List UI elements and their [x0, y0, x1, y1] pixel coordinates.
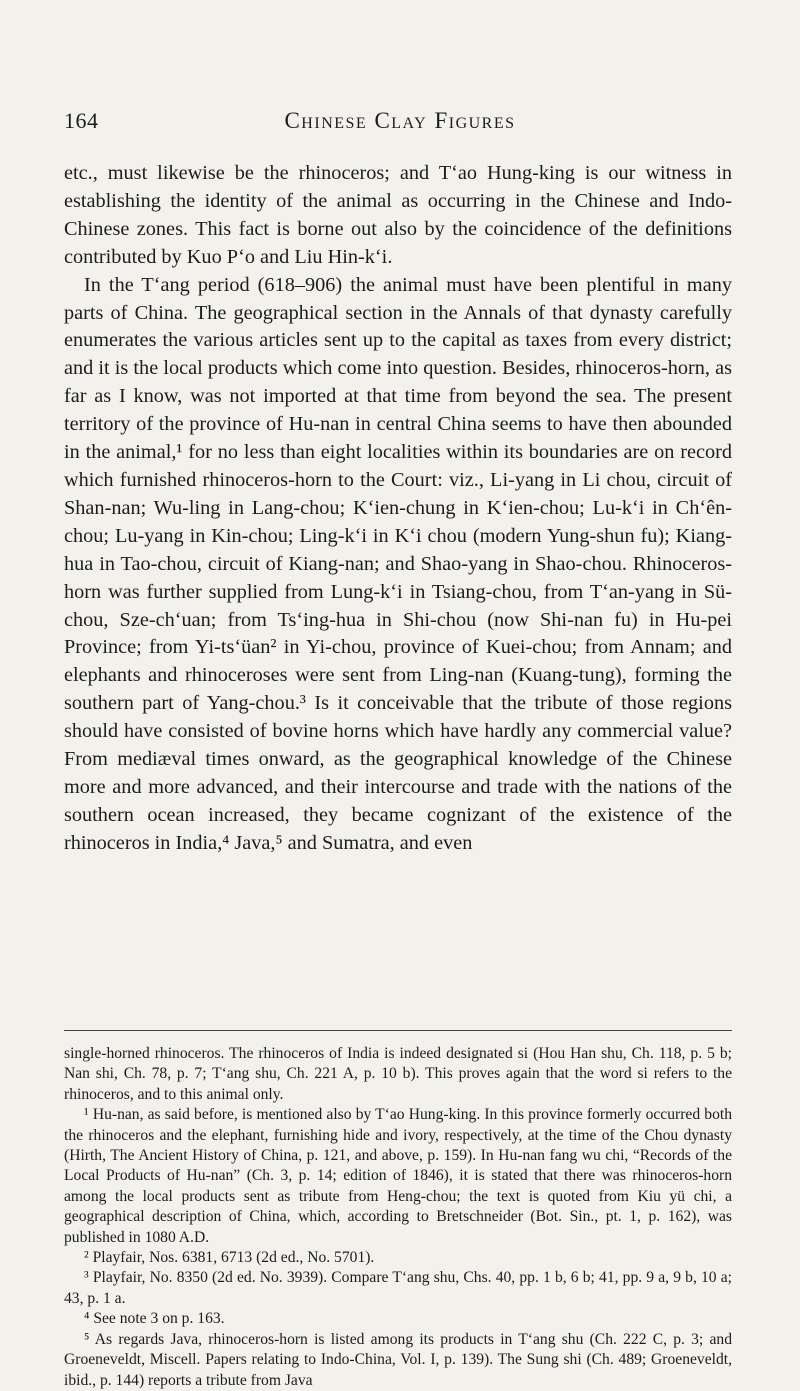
page-header	[64, 108, 736, 138]
paragraph: In the T‘ang period (618–906) the animal must have been plentiful in many parts of China. The geographical section in the Annals of that dynasty carefully enumerates the various articles sent up to the capital as taxes from every district; and it is the local products which come into question. Besides, rhinoceros-horn, as far as I know, was not imported at that time from beyond the sea. The present territory of the province of Hu-nan in central China seems to have then abounded in the animal,¹ for no less than eight localities within its boundaries are on record which furnished rhinoceros-horn to the Court: viz., Li-yang in Li chou, circuit of Shan-nan; Wu-ling in Lang-chou; K‘ien-chung in K‘ien-chou; Lu-k‘i in Ch‘ên-chou; Lu-yang in Kin-chou; Ling-k‘i in K‘i chou (modern Yung-shun fu); Kiang-hua in Tao-chou, circuit of Kiang-nan; and Shao-yang in Shao-chou. Rhinoceros-horn was further supplied from Lung-k‘i in Tsiang-chou, from T‘an-yang in Sü-chou, Sze-ch‘uan; from Ts‘ing-hua in Shi-chou (now Shi-nan fu) in Hu-pei Province; from Yi-ts‘üan² in Yi-chou, province of Kuei-chou; from Annam; and elephants and rhinoceroses were sent from Ling-nan (Kuang-tung), forming the southern part of Yang-chou.³ Is it conceivable that the tribute of those regions should have consisted of bovine horns which have hardly any commercial value? From mediæval times onward, as the geographical knowledge of the Chinese more and more advanced, and their intercourse and trade with the nations of the southern ocean increased, they became cognizant of the existence of the rhinoceros in India,⁴ Java,⁵ and Sumatra, and even	[64, 273, 732, 854]
footnote-continuation: single-horned rhinoceros. The rhinoceros of India is indeed designated si (Hou Han shu, Ch. 118, p. 5 b; Nan shi, Ch. 78, p. 7; T‘ang shu, Ch. 221 A, p. 10 b). This proves again that the word si refers to the rhinoceros, and to this animal only.	[64, 1045, 732, 1103]
running-title: Chinese Clay Figures	[284, 108, 516, 133]
main-text	[64, 160, 732, 858]
footnote: ⁵ As regards Java, rhinoceros-horn is listed among its products in T‘ang shu (Ch. 222 C, p. 3; and Groeneveldt, Miscell. Papers relating to Indo-China, Vol. I, p. 139). The Sung shi (Ch. 489; Groeneveldt, ibid., p. 144) reports a tribute from Java	[64, 1330, 732, 1389]
footnotes	[64, 1044, 732, 1391]
page-number: 164	[64, 108, 99, 133]
paragraph: etc., must likewise be the rhinoceros; and T‘ao Hung-king is our witness in establishing the identity of the animal as occurring in the Chinese and Indo-Chinese zones. This fact is borne out also by the coincidence of the definitions contributed by Kuo P‘o and Liu Hin-k‘i.	[64, 162, 732, 268]
footnote: ³ Playfair, No. 8350 (2d ed. No. 3939). Compare T‘ang shu, Chs. 40, pp. 1 b, 6 b; 41, pp. 9 a, 9 b, 10 a; 43, p. 1 a.	[64, 1269, 732, 1307]
footnote-divider	[64, 1030, 732, 1031]
footnote: ⁴ See note 3 on p. 163.	[84, 1310, 225, 1328]
footnote: ² Playfair, Nos. 6381, 6713 (2d ed., No. 5701).	[84, 1249, 375, 1267]
footnote: ¹ Hu-nan, as said before, is mentioned also by T‘ao Hung-king. In this province formerly occurred both the rhinoceros and the elephant, furnishing hide and ivory, respectively, at the time of the Chou dynasty (Hirth, The Ancient History of China, p. 121, and above, p. 159). In Hu-nan fang wu chi, “Records of the Local Products of Hu-nan” (Ch. 3, p. 14; edition of 1846), it is stated that there was rhinoceros-horn among the local products sent as tribute from Heng-chou; the text is quoted from Kiu yü chi, a geographical description of China, which, according to Bretschneider (Bot. Sin., pt. 1, p. 162), was published in 1080 A.D.	[64, 1106, 732, 1246]
